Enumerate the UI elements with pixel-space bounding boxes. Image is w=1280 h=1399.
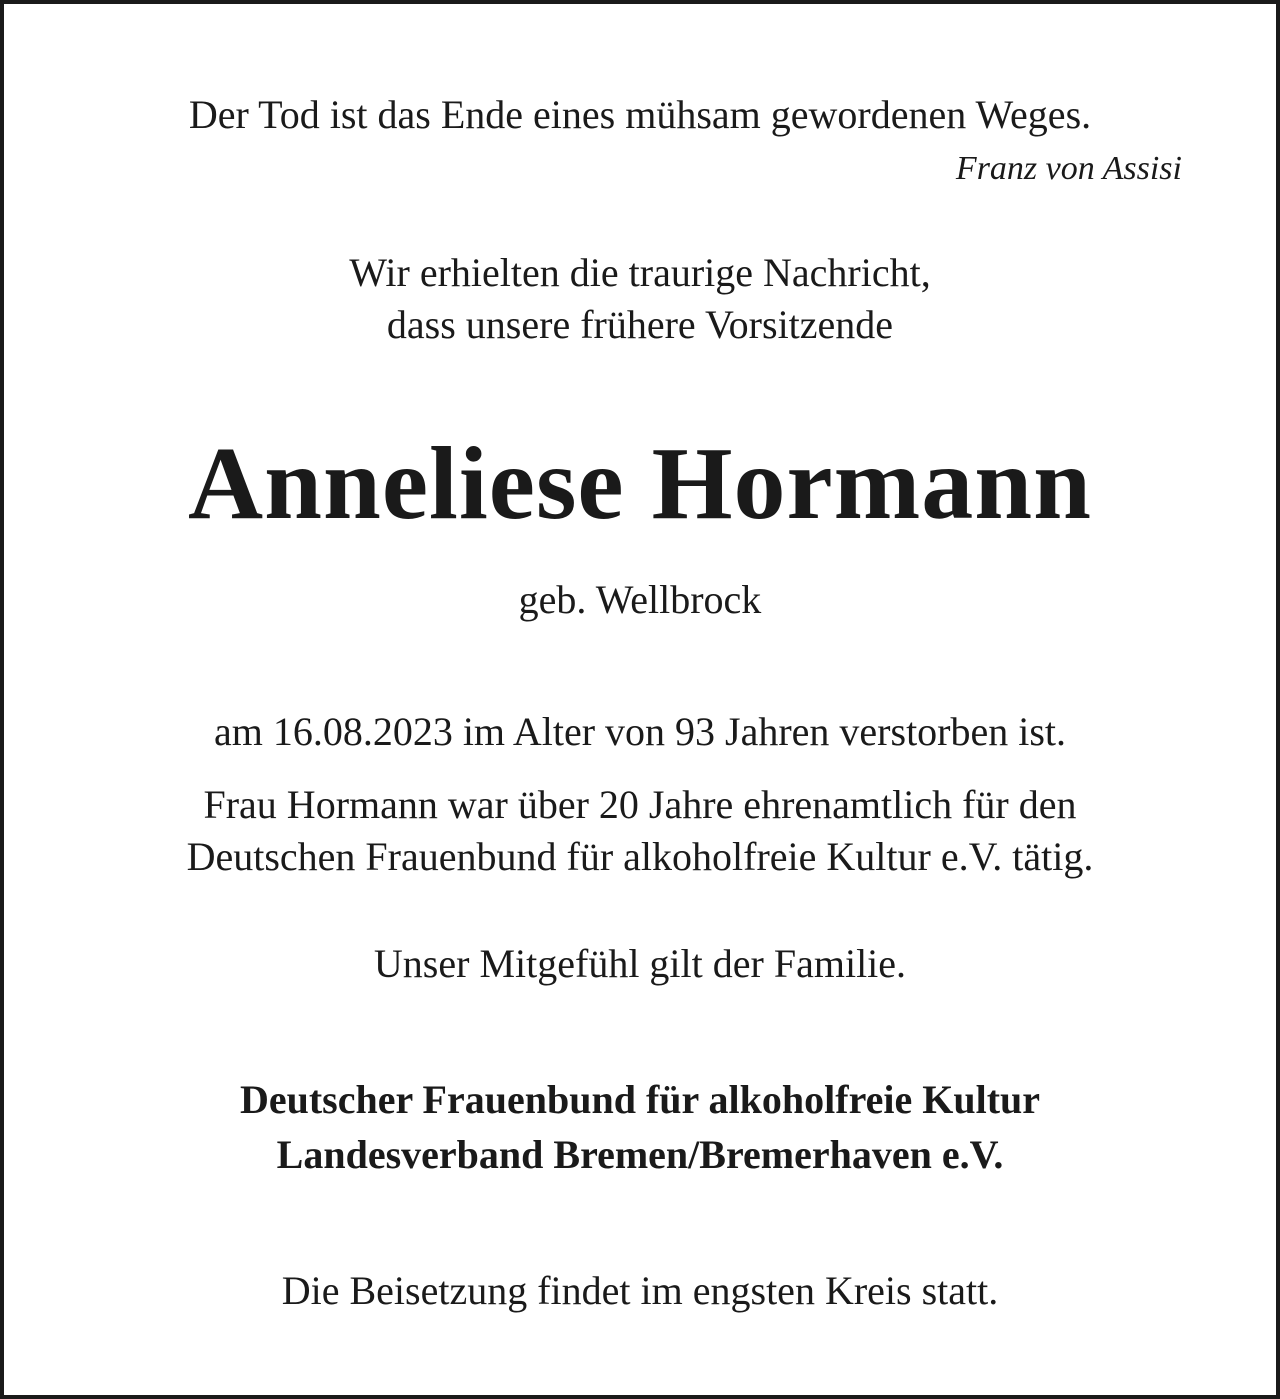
maiden-name: geb. Wellbrock (518, 577, 762, 622)
organization-line-2: Landesverband Bremen/Bremerhaven e.V. (276, 1132, 1004, 1177)
tribute-text (4, 779, 1276, 883)
tribute-line-2: Deutschen Frauenbund für alkoholfreie Kultur e.V. tätig. (186, 834, 1094, 879)
intro-line-1: Wir erhielten die traurige Nachricht, (349, 250, 931, 295)
death-statement: am 16.08.2023 im Alter von 93 Jahren verstorben ist. (213, 709, 1067, 754)
quote-text: Der Tod ist das Ende eines mühsam gewordenen Weges. (188, 92, 1092, 137)
quote-author: Franz von Assisi (955, 150, 1182, 187)
deceased-name: Anneliese Hormann (188, 426, 1092, 541)
tribute-line-1: Frau Hormann war über 20 Jahre ehrenamtlich für den (203, 782, 1077, 827)
intro-text (4, 247, 1276, 351)
intro-line-2: dass unsere frühere Vorsitzende (386, 302, 894, 347)
organization-line-1: Deutscher Frauenbund für alkoholfreie Kultur (239, 1077, 1041, 1122)
organization-signature (4, 1072, 1276, 1182)
sympathy-text: Unser Mitgefühl gilt der Familie. (373, 941, 907, 986)
funeral-note: Die Beisetzung findet im engsten Kreis statt. (281, 1268, 999, 1313)
